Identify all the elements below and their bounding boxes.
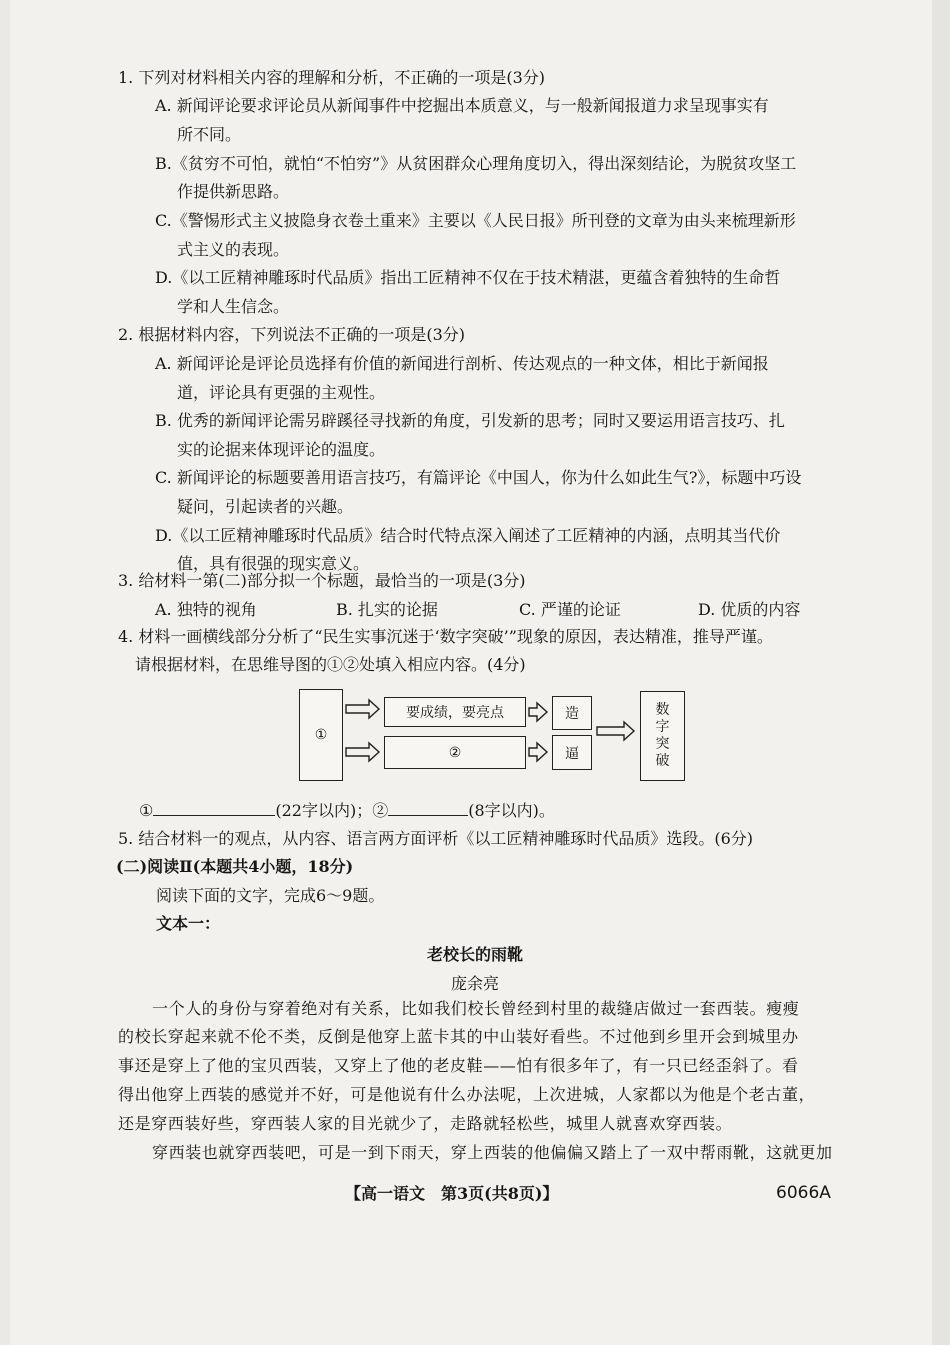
q1-stem: 1. 下列对材料相关内容的理解和分析，不正确的一项是(3分) [118, 68, 546, 87]
q2-option-b: B. 优秀的新闻评论需另辟蹊径寻找新的角度，引发新的思考；同时又要运用语言技巧、扎 [155, 411, 785, 430]
diagram-box-2: ② [384, 736, 526, 769]
q4-stem-line2: 请根据材料，在思维导图的①②处填入相应内容。(4分) [135, 655, 526, 674]
q3-option-b: B. 扎实的论据 [336, 600, 438, 619]
q4-stem-line1: 4. 材料一画横线部分分析了“民生实事沉迷于‘数字突破’”现象的原因，表达精准，推导严谨。 [118, 627, 773, 646]
q5-stem: 5. 结合材料一的观点，从内容、语言两方面评析《以工匠精神雕琢时代品质》选段。(6分) [118, 829, 754, 848]
text-one-label: 文本一： [156, 914, 221, 933]
q2-option-c-cont: 疑问，引起读者的兴趣。 [177, 497, 354, 516]
q1-option-a-cont: 所不同。 [177, 125, 242, 144]
diagram-char-1: 数 [655, 702, 670, 718]
story-author: 庞余亮 [450, 974, 499, 993]
q1-option-b: B.《贫穷不可怕，就怕“不怕穷”》从贫困群众心理角度切入，得出深刻结论，为脱贫攻坚工 [155, 154, 797, 173]
story-line-2: 的校长穿起来就不伦不类，反倒是他穿上蓝卡其的中山装好看些。不过他到乡里开会到城里办 [118, 1027, 799, 1046]
story-line-1: 一个人的身份与穿着绝对有关系，比如我们校长曾经到村里的裁缝店做过一套西装。瘦瘦 [152, 999, 800, 1018]
q1-option-c: C.《警惕形式主义披隐身衣卷土重来》主要以《人民日报》所刊登的文章为由头来梳理新形 [155, 211, 796, 230]
q4-answer-note-1: (22字以内)；② [275, 801, 389, 820]
arrow-1-mid [346, 743, 379, 761]
diagram-box-1: ① [299, 689, 343, 781]
q2-option-d-cont: 值，具有很强的现实意义。 [177, 554, 370, 573]
q2-option-c: C. 新闻评论的标题要善用语言技巧，有篇评论《中国人，你为什么如此生气?》，标题中巧设 [155, 468, 802, 487]
story-line-5: 还是穿西装好些，穿西装人家的目光就少了，走路就轻松些，城里人就喜欢穿西装。 [118, 1114, 733, 1133]
q2-stem: 2. 根据材料内容，下列说法不正确的一项是(3分) [118, 325, 466, 344]
page-footer: 【高一语文 第3页(共8页)】 [345, 1184, 559, 1203]
arrow-top-zao [529, 703, 547, 721]
q3-option-d: D. 优质的内容 [698, 600, 801, 619]
q3-option-c: C. 严谨的论证 [519, 600, 621, 619]
q1-option-b-cont: 作提供新思路。 [177, 182, 290, 201]
diagram-char-2: 字 [655, 719, 670, 735]
q1-option-d-cont: 学和人生信念。 [177, 297, 290, 316]
q1-option-d: D.《以工匠精神雕琢时代品质》指出工匠精神不仅在于技术精湛，更蕴含着独特的生命哲 [155, 268, 781, 287]
q2-option-d: D.《以工匠精神雕琢时代品质》结合时代特点深入阐述了工匠精神的内涵，点明其当代价 [155, 526, 781, 545]
q4-answer-line [139, 801, 555, 821]
story-line-6: 穿西装也就穿西装吧，可是一到下雨天，穿上西装的他偏偏又踏上了一双中帮雨靴，这就更加 [152, 1143, 833, 1162]
exam-code: 6066A [776, 1183, 831, 1203]
q2-option-a: A. 新闻评论是评论员选择有价值的新闻进行剖析、传达观点的一种文体，相比于新闻报 [155, 354, 769, 373]
q4-blank-2[interactable] [388, 801, 468, 816]
diagram-box-bi: 逼 [552, 735, 592, 770]
q4-blank-1[interactable] [153, 801, 275, 816]
story-line-4: 得出他穿上西装的感觉并不好，可是他说有什么办法呢，上次进城，人家都以为他是个老古董， [118, 1085, 816, 1104]
section2-heading: (二)阅读Ⅱ(本题共4小题，18分) [116, 857, 354, 876]
diagram-char-4: 破 [655, 753, 670, 769]
arrow-to-digital [597, 722, 634, 740]
q2-option-b-cont: 实的论据来体现评论的温度。 [177, 440, 386, 459]
q4-answer-note-2: (8字以内)。 [468, 801, 555, 820]
q3-option-a: A. 独特的视角 [155, 600, 257, 619]
diagram-char-3: 突 [655, 736, 670, 752]
q4-answer-mark-1: ① [139, 801, 154, 820]
arrow-1-top [346, 700, 379, 718]
diagram-box-zao: 造 [552, 696, 592, 730]
q2-option-a-cont: 道，评论具有更强的主观性。 [177, 383, 386, 402]
arrow-mid-bi [529, 743, 547, 761]
story-title: 老校长的雨靴 [426, 945, 523, 964]
q1-option-a: A. 新闻评论要求评论员从新闻事件中挖掘出本质意义，与一般新闻报道力求呈现事实有 [155, 96, 769, 115]
diagram-box-top: 要成绩，要亮点 [384, 697, 526, 727]
section2-instruction: 阅读下面的文字，完成6～9题。 [156, 886, 385, 905]
story-line-3: 事还是穿上了他的宝贝西装，又穿上了他的老皮鞋——怕有很多年了，有一只已经歪斜了。看 [118, 1056, 799, 1075]
q3-stem: 3. 给材料一第(二)部分拟一个标题，最恰当的一项是(3分) [118, 571, 526, 590]
q1-option-c-cont: 式主义的表现。 [177, 240, 290, 259]
